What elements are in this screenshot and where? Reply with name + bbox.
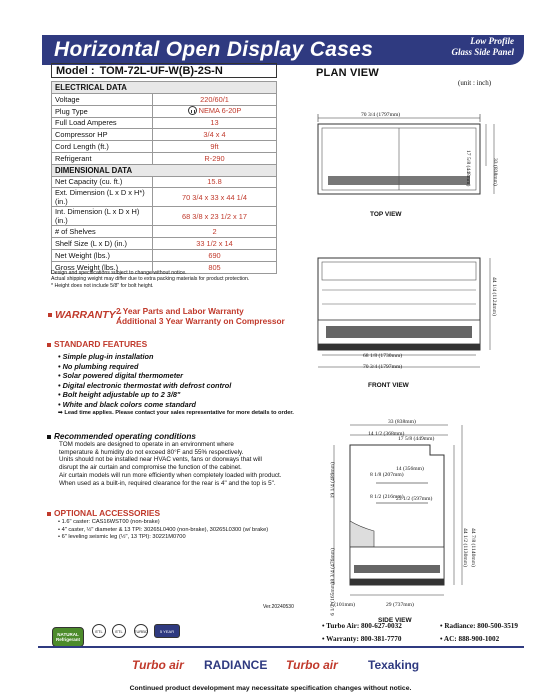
contact-warranty: • Warranty: 800-381-7770 [322, 635, 402, 643]
texaking-logo: Texaking [368, 658, 420, 672]
model-box [51, 63, 277, 78]
dim-label-vertical: 44 7/8 (1140mm) [470, 528, 476, 567]
contact-turbo-air: • Turbo Air: 800-627-0032 [322, 622, 402, 630]
text-line: Air curtain models will run more efficiently when completely loaded with product. [59, 471, 282, 479]
model-number: TOM-72L-UF-W(B)-2S-N [99, 65, 223, 77]
subtitle-line-2: Glass Side Panel [451, 47, 514, 57]
spec-notes [51, 270, 291, 289]
spec-label: Net Weight (lbs.) [52, 249, 153, 261]
spec-value: 70 3/4 x 33 x 44 1/4 [153, 188, 277, 207]
note-line: Design and specifications subject to change without notice. [51, 270, 187, 276]
note-line: * Height does not include 5/8" for bolt height. [51, 282, 154, 289]
dim-label: 14 1/2 (368mm) [368, 431, 405, 437]
spec-value: 33 1/2 x 14 [153, 238, 277, 250]
text-line: temperature & humidity do not exceed 80°F and 55% respectively. [59, 448, 244, 456]
spec-label: Gross Weight (lbs.) [52, 261, 153, 273]
dim-label-vertical: 19 1/4 (489mm) [330, 462, 336, 499]
spec-label: Voltage [52, 93, 153, 105]
bullet-square-icon [47, 343, 51, 347]
spec-value: 15.8 [153, 176, 277, 188]
table-row [52, 207, 277, 226]
spec-label: Ext. Dimension (L x D x H*) (in.) [52, 188, 153, 207]
front-view-label: FRONT VIEW [368, 382, 409, 389]
text-line: When used as a built-in, required clearance for the rear is 4" and the top is 5". [59, 479, 276, 487]
dim-label: 8 1/8 (207mm) [370, 472, 404, 478]
table-row [52, 238, 277, 250]
table-row [52, 117, 277, 129]
dim-label: 4 (101mm) [330, 602, 356, 608]
etl-logo-icon: ETL [112, 624, 126, 638]
spec-value: 13 [153, 117, 277, 129]
plug-type-value: NEMA 6-20P [198, 105, 242, 115]
side-view-label: SIDE VIEW [378, 617, 412, 624]
contact-radiance: • Radiance: 800-500-3519 [440, 622, 518, 630]
natural-refrigerant-badge: NATURAL Refrigerant [52, 627, 84, 647]
list-item: • Solar powered digital thermometer [58, 371, 184, 380]
spec-label: Net Capacity (cu. ft.) [52, 176, 153, 188]
dim-label: 29 (737mm) [386, 602, 414, 608]
subtitle-line-1: Low Profile [470, 36, 514, 46]
spec-value: 68 3/8 x 23 1/2 x 17 [153, 207, 277, 226]
electrical-heading: ELECTRICAL DATA [52, 82, 277, 94]
dim-label-vertical: 44 1/2 (1130mm) [462, 528, 468, 567]
contact-ac: • AC: 888-900-1002 [440, 635, 500, 643]
spec-value: 9ft [153, 141, 277, 153]
dim-label: 44 1/4 (1124mm) [491, 277, 497, 316]
turbo-seal-icon: TURBO [134, 624, 148, 638]
text-line: TOM models are designed to operate in an environment where [59, 441, 234, 448]
warranty-label: WARRANTY : [48, 309, 122, 321]
list-item: • 6" leveling seismic leg (½", 13 TPI): 30221M0700 [58, 534, 186, 540]
dim-label: 17 5/8 (449mm) [398, 436, 435, 442]
footer-note: Continued product development may necessitate specification changes without notice. [129, 685, 412, 692]
spec-value: 3/4 x 4 [153, 129, 277, 141]
footer-rule [38, 646, 524, 648]
table-row [52, 105, 277, 117]
spec-label: Plug Type [52, 105, 153, 117]
list-item: • No plumbing required [58, 361, 139, 371]
spec-label: Cord Length (ft.) [52, 141, 153, 153]
note-line: Actual shipping weight may differ due to extra packing materials for product protection. [51, 276, 250, 283]
dim-label-vertical: 6 1/2 (165mm) [330, 582, 336, 616]
dim-label: 33 (838mm) [492, 158, 498, 186]
spec-label: Full Load Amperes [52, 117, 153, 129]
warranty-badge: 5 YEAR [154, 624, 180, 638]
spec-value: 220/60/1 [153, 93, 277, 105]
recommended-text [59, 441, 309, 487]
dim-label: 70 3/4 (1797mm) [361, 112, 401, 118]
dim-label: 8 1/2 (216mm) [370, 494, 404, 500]
model-label: Model : [56, 65, 95, 77]
list-item: • Bolt height adjustable up to 2 3/8" [58, 390, 181, 399]
accessories-heading: OPTIONAL ACCESSORIES [47, 508, 160, 518]
accessories-list [58, 519, 338, 542]
bullet-square-icon [47, 435, 51, 439]
spec-label: Compressor HP [52, 129, 153, 141]
bullet-square-icon [47, 512, 51, 516]
features-list [58, 352, 318, 419]
dim-label: 14 (356mm) [396, 466, 424, 472]
version-label: Ver.20240530 [263, 604, 294, 610]
table-row [52, 93, 277, 105]
spec-value: 690 [153, 249, 277, 261]
spec-value: 805 [153, 261, 277, 273]
spec-table [51, 81, 277, 274]
spec-label: Refrigerant [52, 152, 153, 164]
list-item: • Digital electronic thermostat with defrost control [58, 380, 232, 390]
list-item: • Simple plug-in installation [58, 352, 154, 361]
plug-icon [188, 106, 197, 115]
plan-view-title: PLAN VIEW [316, 67, 379, 79]
turbo-air-logo: Turbo air [132, 658, 184, 672]
spec-value: R-290 [153, 152, 277, 164]
spec-value: 2 [153, 226, 277, 238]
text-line: disrupt the air curtain and compromise the function of the cabinet. [59, 464, 242, 472]
unit-label: (unit : inch) [458, 79, 492, 87]
dim-label-vertical: 18 3/4 (476mm) [330, 548, 336, 585]
recommended-heading: Recommended operating conditions [47, 432, 196, 441]
etl-logo-icon: ETL [92, 624, 106, 638]
spec-label: Int. Dimension (L x D x H) (in.) [52, 207, 153, 226]
turbo-air-logo: Turbo air [286, 658, 338, 672]
table-row [52, 176, 277, 188]
dim-label: 33 (838mm) [388, 419, 416, 425]
table-row [52, 226, 277, 238]
dimensional-heading: DIMENSIONAL DATA [52, 164, 277, 176]
text-line: Units should not be installed near HVAC vents, fans or doorways that will [59, 456, 262, 464]
dim-label: 17 5/8 (448mm) [465, 150, 471, 187]
spec-value [153, 105, 277, 117]
spec-label: Shelf Size (L x D) (in.) [52, 238, 153, 250]
table-row [52, 152, 277, 164]
table-row [52, 249, 277, 261]
table-row [52, 129, 277, 141]
list-item: • White and black colors come standard [58, 399, 196, 409]
table-row [52, 188, 277, 207]
banner-subtitle [451, 36, 514, 58]
lead-time-note: ➡ Lead time applies. Please contact your sales representative for more details to order. [58, 410, 294, 416]
dim-label: 68 1/8 (1730mm) [363, 353, 403, 359]
bullet-square-icon [48, 313, 52, 317]
features-heading: STANDARD FEATURES [47, 339, 147, 349]
warranty-line-2: Additional 3 Year Warranty on Compressor [116, 316, 285, 326]
list-item: • 4" caster, ½" diameter & 13 TPI: 30265L0400 (non-brake), 30265L0300 (w/ brake) [58, 526, 269, 533]
brand-logos [132, 658, 462, 680]
page-title: Horizontal Open Display Cases [54, 38, 374, 61]
list-item: • 1.6" caster: CAS16WST00 (non-brake) [58, 519, 160, 525]
dim-label: 23 1/2 (597mm) [396, 496, 433, 502]
radiance-logo: RADIANCE [204, 658, 268, 672]
side-view-drawing [320, 415, 520, 615]
warranty-line-1: 2 Year Parts and Labor Warranty [116, 306, 244, 316]
top-view-label: TOP VIEW [370, 211, 402, 218]
spec-label: # of Shelves [52, 226, 153, 238]
header-banner [42, 35, 524, 65]
table-row [52, 141, 277, 153]
dim-label: 70 3/4 (1797mm) [363, 364, 403, 370]
